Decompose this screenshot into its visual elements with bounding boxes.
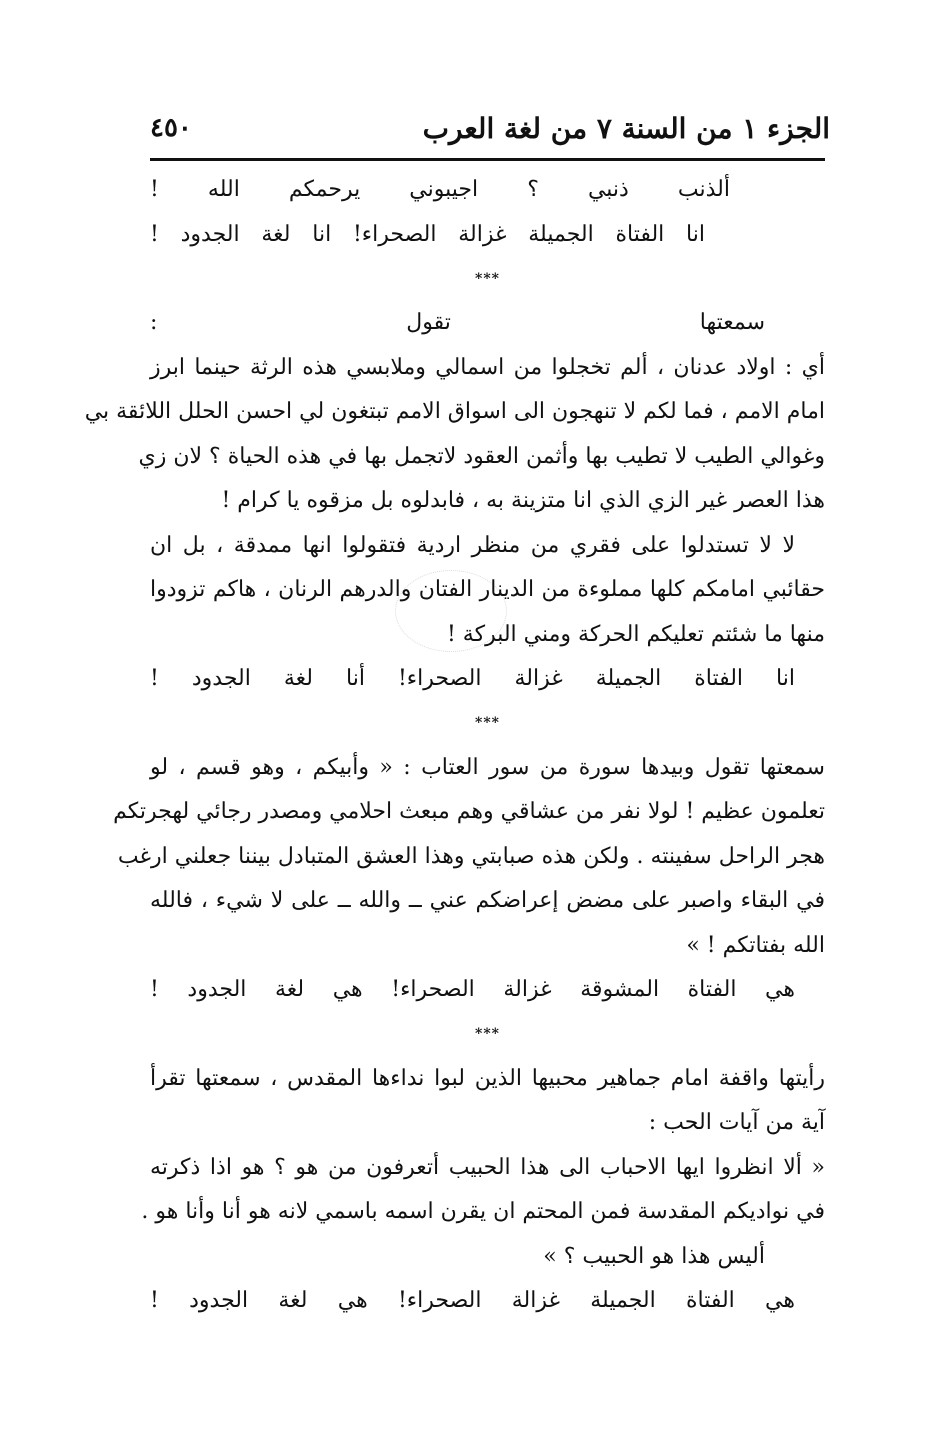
text-line: أليس هذا هو الحبيب ؟ » xyxy=(543,1243,765,1269)
text-line: لا لا تستدلوا على فقري من منظر اردية فتقولوا انها ممدقة ، بل ان xyxy=(150,532,795,558)
body-text xyxy=(84,168,825,1324)
text-line: أي : اولاد عدنان ، ألم تخجلوا من اسمالي وملابسي هذه الرثة حينما ابرز xyxy=(150,354,825,380)
separator-mark: *** xyxy=(475,270,500,287)
text-line: وغوالي الطيب لا تطيب بها وأثمن العقود لاتجمل بها في هذه الحياة ؟ لان زي xyxy=(138,443,825,469)
text-line: رأيتها واقفة امام جماهير محبيها الذين لبوا نداءها المقدس ، سمعتها تقرأ xyxy=(150,1065,825,1091)
header-rule xyxy=(150,158,825,161)
page-number: ٤٥٠ xyxy=(150,113,192,143)
text-line: سمعتها تقول : xyxy=(150,310,765,335)
section-separator xyxy=(150,257,825,301)
separator-mark: *** xyxy=(475,715,500,732)
text-line: في البقاء واصبر على مضض إعراضكم عني ــ والله ــ على لا شيء ، فالله xyxy=(150,888,825,913)
text-line: هي الفتاة المشوقة غزالة الصحراء! هي لغة الجدود ! xyxy=(150,977,795,1002)
section-separator xyxy=(150,1013,825,1057)
running-head: الجزء ١ من السنة ٧ من لغة العرب xyxy=(422,111,830,145)
text-line: هذا العصر غير الزي الذي انا متزينة به ، فابدلوه بل مزقوه يا كرام ! xyxy=(221,488,825,513)
text-line: انا الفتاة الجميلة غزالة الصحراء! انا لغة الجدود ! xyxy=(150,221,705,247)
separator-mark: *** xyxy=(475,1026,500,1043)
text-line: منها ما شئتم تعليكم الحركة ومني البركة ! xyxy=(446,621,825,647)
text-line: سمعتها تقول وبيدها سورة من سور العتاب : « وأبيكم ، وهو قسم ، لو xyxy=(150,754,825,780)
text-line: تعلمون عظيم ! لولا نفر من عشاقي وهم مبعث احلامي ومصدر رجائي لهجرتكم xyxy=(113,799,825,824)
text-line: امام الامم ، فما لكم لا تنهجون الى اسواق الامم تبتغون لي احسن الحلل اللائقة بي xyxy=(84,399,825,424)
text-line: آية من آيات الحب : xyxy=(648,1110,825,1135)
text-line: حقائبي امامكم كلها مملوءة من الدينار الفتان والدرهم الرنان ، هاكم تزودوا xyxy=(150,577,825,602)
text-line: « ألا انظروا ايها الاحباب الى هذا الحبيب أتعرفون من هو ؟ هو اذا ذكرته xyxy=(150,1154,825,1180)
text-line: هي الفتاة الجميلة غزالة الصحراء! هي لغة الجدود ! xyxy=(150,1288,795,1313)
text-line: انا الفتاة الجميلة غزالة الصحراء! أنا لغة الجدود ! xyxy=(150,666,795,691)
text-line: الله بفتاتكم ! » xyxy=(686,932,825,958)
section-separator xyxy=(150,702,825,746)
text-line: هجر الراحل سفينته . ولكن هذه صبابتي وهذا العشق المتبادل بيننا جعلني ارغب xyxy=(117,843,825,869)
text-line: في نواديكم المقدسة فمن المحتم ان يقرن اسمه باسمي لانه هو أنا وأنا هو . xyxy=(141,1199,825,1224)
text-line: ألذنب ذنبي ؟ اجيبوني يرحمكم الله ! xyxy=(150,177,730,202)
page-header xyxy=(150,100,830,156)
